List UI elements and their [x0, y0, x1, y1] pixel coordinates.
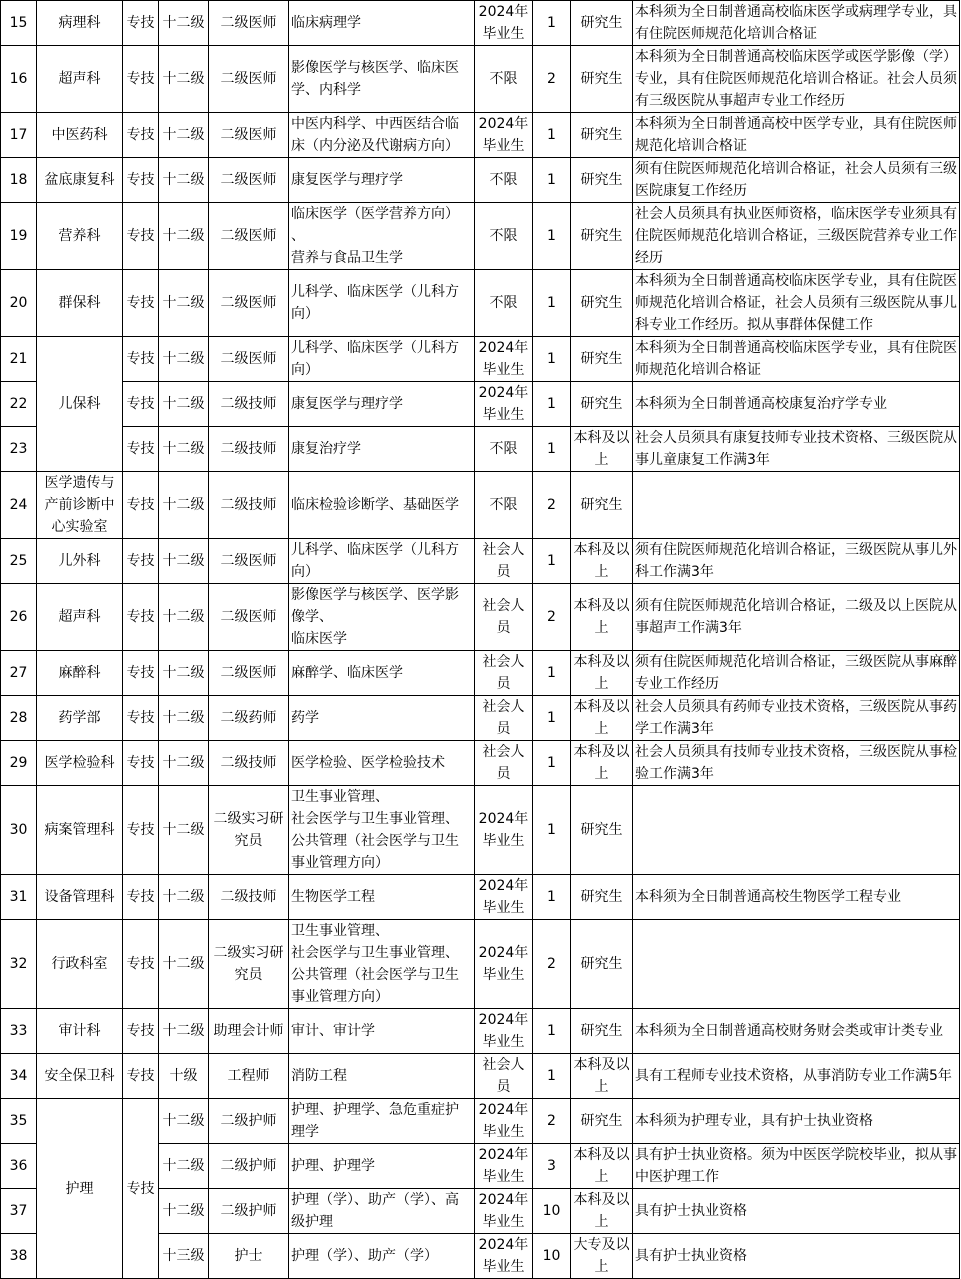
- cell-post: 护士: [209, 1234, 289, 1279]
- cell-dept: 审计科: [37, 1009, 123, 1054]
- cell-major: 卫生事业管理、 社会医学与卫生事业管理、 公共管理（社会医学与卫生事业管理方向）: [289, 920, 475, 1009]
- cell-no: 33: [1, 1009, 37, 1054]
- cell-post: 助理会计师: [209, 1009, 289, 1054]
- cell-level: 十三级: [159, 1234, 209, 1279]
- cell-type: 专技: [123, 46, 159, 113]
- cell-type: 专技: [123, 875, 159, 920]
- cell-req: 本科须为护理专业，具有护士执业资格: [633, 1099, 960, 1144]
- cell-edu: 本科及以上: [571, 696, 633, 741]
- cell-req: 社会人员须具有执业医师资格，临床医学专业须具有住院医师规范化培训合格证，三级医院营养专业工作经历: [633, 203, 960, 270]
- cell-req: 须有住院医师规范化培训合格证，二级及以上医院从事超声工作满3年: [633, 584, 960, 651]
- cell-no: 15: [1, 1, 37, 46]
- cell-no: 18: [1, 158, 37, 203]
- table-row: [1, 786, 960, 875]
- cell-dept: 盆底康复科: [37, 158, 123, 203]
- cell-dept: 超声科: [37, 584, 123, 651]
- cell-post: 工程师: [209, 1054, 289, 1099]
- cell-post: 二级医师: [209, 270, 289, 337]
- cell-major: 护理（学）、助产（学）: [289, 1234, 475, 1279]
- cell-count: 1: [533, 427, 571, 472]
- cell-edu: 本科及以上: [571, 651, 633, 696]
- cell-edu: 研究生: [571, 203, 633, 270]
- cell-no: 37: [1, 1189, 37, 1234]
- cell-post: 二级技师: [209, 472, 289, 539]
- cell-major: 护理、护理学、急危重症护理学: [289, 1099, 475, 1144]
- cell-no: 31: [1, 875, 37, 920]
- table-row: [1, 113, 960, 158]
- cell-major: 医学检验、医学检验技术: [289, 741, 475, 786]
- cell-major: 影像医学与核医学、临床医学、内科学: [289, 46, 475, 113]
- cell-level: 十二级: [159, 1099, 209, 1144]
- cell-scope: 社会人员: [475, 741, 533, 786]
- cell-dept: 中医药科: [37, 113, 123, 158]
- cell-req: 须有住院医师规范化培训合格证，三级医院从事麻醉专业工作经历: [633, 651, 960, 696]
- cell-major: 临床检验诊断学、基础医学: [289, 472, 475, 539]
- cell-dept: 儿外科: [37, 539, 123, 584]
- cell-dept: 安全保卫科: [37, 1054, 123, 1099]
- cell-edu: 研究生: [571, 875, 633, 920]
- cell-dept: 营养科: [37, 203, 123, 270]
- cell-scope: 社会人员: [475, 1054, 533, 1099]
- cell-level: 十二级: [159, 584, 209, 651]
- cell-count: 3: [533, 1144, 571, 1189]
- cell-scope: 不限: [475, 203, 533, 270]
- cell-no: 17: [1, 113, 37, 158]
- cell-scope: 社会人员: [475, 696, 533, 741]
- cell-req: [633, 472, 960, 539]
- cell-req: 本科须为全日制普通高校康复治疗学专业: [633, 382, 960, 427]
- cell-scope: 不限: [475, 270, 533, 337]
- cell-type: 专技: [123, 1, 159, 46]
- table-row: [1, 584, 960, 651]
- table-row: [1, 539, 960, 584]
- cell-edu: 本科及以上: [571, 1054, 633, 1099]
- cell-no: 32: [1, 920, 37, 1009]
- cell-count: 2: [533, 1099, 571, 1144]
- cell-req: 须有住院医师规范化培训合格证，三级医院从事儿外科工作满3年: [633, 539, 960, 584]
- cell-count: 1: [533, 696, 571, 741]
- cell-level: 十二级: [159, 741, 209, 786]
- cell-scope: 2024年毕业生: [475, 1009, 533, 1054]
- table-row: [1, 696, 960, 741]
- cell-count: 1: [533, 270, 571, 337]
- table-row: [1, 427, 960, 472]
- cell-no: 23: [1, 427, 37, 472]
- cell-level: 十二级: [159, 472, 209, 539]
- cell-scope: 2024年毕业生: [475, 337, 533, 382]
- table-row: [1, 46, 960, 113]
- table-row: [1, 203, 960, 270]
- table-row: [1, 1009, 960, 1054]
- cell-level: 十二级: [159, 203, 209, 270]
- cell-post: 二级药师: [209, 696, 289, 741]
- table-row: [1, 158, 960, 203]
- cell-count: 10: [533, 1189, 571, 1234]
- cell-level: 十二级: [159, 46, 209, 113]
- cell-major: 麻醉学、临床医学: [289, 651, 475, 696]
- cell-count: 1: [533, 1009, 571, 1054]
- cell-edu: 研究生: [571, 786, 633, 875]
- cell-type: 专技: [123, 539, 159, 584]
- cell-req: [633, 920, 960, 1009]
- cell-level: 十二级: [159, 539, 209, 584]
- cell-type: 专技: [123, 651, 159, 696]
- cell-count: 1: [533, 875, 571, 920]
- cell-type: 专技: [123, 270, 159, 337]
- cell-scope: 不限: [475, 46, 533, 113]
- cell-level: 十二级: [159, 1009, 209, 1054]
- cell-type: 专技: [123, 158, 159, 203]
- cell-type: 专技: [123, 1054, 159, 1099]
- table-row: [1, 1054, 960, 1099]
- cell-type: 专技: [123, 920, 159, 1009]
- cell-edu: 大专及以上: [571, 1234, 633, 1279]
- cell-count: 1: [533, 651, 571, 696]
- cell-scope: 不限: [475, 158, 533, 203]
- cell-level: 十二级: [159, 427, 209, 472]
- cell-post: 二级技师: [209, 427, 289, 472]
- cell-scope: 不限: [475, 472, 533, 539]
- table-row: [1, 1, 960, 46]
- cell-req: [633, 786, 960, 875]
- cell-post: 二级医师: [209, 539, 289, 584]
- cell-type: 专技: [123, 427, 159, 472]
- cell-req: 本科须为全日制普通高校生物医学工程专业: [633, 875, 960, 920]
- cell-count: 1: [533, 786, 571, 875]
- cell-no: 29: [1, 741, 37, 786]
- cell-type: 专技: [123, 696, 159, 741]
- table-row: [1, 741, 960, 786]
- cell-scope: 社会人员: [475, 584, 533, 651]
- table-row: [1, 920, 960, 1009]
- cell-no: 27: [1, 651, 37, 696]
- cell-scope: 2024年毕业生: [475, 786, 533, 875]
- cell-edu: 本科及以上: [571, 741, 633, 786]
- table-row: [1, 337, 960, 382]
- cell-no: 26: [1, 584, 37, 651]
- table-row: [1, 1099, 960, 1144]
- cell-req: 社会人员须具有技师专业技术资格，三级医院从事检验工作满3年: [633, 741, 960, 786]
- cell-dept: 病案管理科: [37, 786, 123, 875]
- cell-type: 专技: [123, 113, 159, 158]
- cell-dept: 医学遗传与产前诊断中心实验室: [37, 472, 123, 539]
- cell-level: 十二级: [159, 651, 209, 696]
- cell-major: 儿科学、临床医学（儿科方向）: [289, 539, 475, 584]
- cell-edu: 研究生: [571, 472, 633, 539]
- cell-edu: 本科及以上: [571, 427, 633, 472]
- cell-req: 本科须为全日制普通高校临床医学专业，具有住院医师规范化培训合格证，社会人员须有三级医院从事儿科专业工作经历。拟从事群体保健工作: [633, 270, 960, 337]
- cell-major: 康复治疗学: [289, 427, 475, 472]
- cell-post: 二级实习研究员: [209, 920, 289, 1009]
- cell-type: 专技: [123, 786, 159, 875]
- cell-post: 二级医师: [209, 1, 289, 46]
- cell-req: 本科须为全日制普通高校临床医学或医学影像（学）专业，具有住院医师规范化培训合格证。社会人员须有三级医院从事超声专业工作经历: [633, 46, 960, 113]
- cell-type: 专技: [123, 1009, 159, 1054]
- cell-count: 1: [533, 382, 571, 427]
- cell-dept: 护理: [37, 1099, 123, 1279]
- cell-major: 临床医学（医学营养方向） 、 营养与食品卫生学: [289, 203, 475, 270]
- cell-edu: 研究生: [571, 920, 633, 1009]
- cell-level: 十二级: [159, 382, 209, 427]
- cell-count: 1: [533, 1, 571, 46]
- cell-post: 二级技师: [209, 741, 289, 786]
- cell-type: 专技: [123, 584, 159, 651]
- cell-dept: 麻醉科: [37, 651, 123, 696]
- cell-edu: 研究生: [571, 1, 633, 46]
- cell-post: 二级医师: [209, 158, 289, 203]
- cell-req: 本科须为全日制普通高校中医学专业，具有住院医师规范化培训合格证: [633, 113, 960, 158]
- cell-major: 中医内科学、中西医结合临床（内分泌及代谢病方向）: [289, 113, 475, 158]
- cell-major: 卫生事业管理、 社会医学与卫生事业管理、 公共管理（社会医学与卫生事业管理方向）: [289, 786, 475, 875]
- cell-post: 二级护师: [209, 1099, 289, 1144]
- cell-major: 康复医学与理疗学: [289, 382, 475, 427]
- cell-no: 28: [1, 696, 37, 741]
- cell-dept: 设备管理科: [37, 875, 123, 920]
- cell-edu: 本科及以上: [571, 584, 633, 651]
- cell-no: 20: [1, 270, 37, 337]
- cell-no: 36: [1, 1144, 37, 1189]
- cell-no: 30: [1, 786, 37, 875]
- cell-edu: 研究生: [571, 270, 633, 337]
- cell-scope: 2024年毕业生: [475, 1099, 533, 1144]
- cell-major: 审计、审计学: [289, 1009, 475, 1054]
- cell-req: 须有住院医师规范化培训合格证，社会人员须有三级医院康复工作经历: [633, 158, 960, 203]
- cell-no: 34: [1, 1054, 37, 1099]
- cell-edu: 研究生: [571, 337, 633, 382]
- cell-level: 十二级: [159, 113, 209, 158]
- cell-count: 1: [533, 113, 571, 158]
- cell-edu: 研究生: [571, 113, 633, 158]
- cell-major: 临床病理学: [289, 1, 475, 46]
- cell-scope: 2024年毕业生: [475, 1189, 533, 1234]
- cell-count: 2: [533, 584, 571, 651]
- cell-edu: 本科及以上: [571, 1189, 633, 1234]
- cell-count: 1: [533, 539, 571, 584]
- cell-level: 十二级: [159, 1, 209, 46]
- cell-no: 25: [1, 539, 37, 584]
- cell-post: 二级技师: [209, 382, 289, 427]
- cell-scope: 社会人员: [475, 651, 533, 696]
- cell-req: 具有护士执业资格。须为中医医学院校毕业，拟从事中医护理工作: [633, 1144, 960, 1189]
- cell-no: 22: [1, 382, 37, 427]
- cell-major: 生物医学工程: [289, 875, 475, 920]
- cell-edu: 研究生: [571, 382, 633, 427]
- cell-dept: 药学部: [37, 696, 123, 741]
- cell-post: 二级医师: [209, 203, 289, 270]
- cell-dept: 超声科: [37, 46, 123, 113]
- cell-scope: 2024年毕业生: [475, 113, 533, 158]
- cell-dept: 儿保科: [37, 337, 123, 472]
- cell-edu: 本科及以上: [571, 1144, 633, 1189]
- cell-dept: 病理科: [37, 1, 123, 46]
- cell-level: 十二级: [159, 158, 209, 203]
- cell-dept: 行政科室: [37, 920, 123, 1009]
- cell-major: 儿科学、临床医学（儿科方向）: [289, 270, 475, 337]
- cell-level: 十二级: [159, 786, 209, 875]
- cell-dept: 群保科: [37, 270, 123, 337]
- cell-post: 二级医师: [209, 113, 289, 158]
- table-row: [1, 270, 960, 337]
- table-row: [1, 651, 960, 696]
- cell-major: 康复医学与理疗学: [289, 158, 475, 203]
- cell-post: 二级医师: [209, 584, 289, 651]
- cell-scope: 2024年毕业生: [475, 1144, 533, 1189]
- cell-type: 专技: [123, 472, 159, 539]
- cell-major: 影像医学与核医学、医学影像学、 临床医学: [289, 584, 475, 651]
- cell-major: 护理、护理学: [289, 1144, 475, 1189]
- cell-scope: 2024年毕业生: [475, 1, 533, 46]
- cell-edu: 本科及以上: [571, 539, 633, 584]
- cell-req: 具有护士执业资格: [633, 1234, 960, 1279]
- cell-type: 专技: [123, 1099, 159, 1279]
- cell-count: 1: [533, 337, 571, 382]
- cell-count: 2: [533, 920, 571, 1009]
- cell-major: 护理（学）、助产（学）、高级护理: [289, 1189, 475, 1234]
- cell-no: 35: [1, 1099, 37, 1144]
- cell-count: 2: [533, 472, 571, 539]
- cell-level: 十二级: [159, 920, 209, 1009]
- cell-no: 16: [1, 46, 37, 113]
- cell-req: 社会人员须具有康复技师专业技术资格、三级医院从事儿童康复工作满3年: [633, 427, 960, 472]
- cell-level: 十级: [159, 1054, 209, 1099]
- cell-level: 十二级: [159, 1189, 209, 1234]
- cell-req: 具有护士执业资格: [633, 1189, 960, 1234]
- cell-type: 专技: [123, 382, 159, 427]
- cell-major: 儿科学、临床医学（儿科方向）: [289, 337, 475, 382]
- cell-count: 10: [533, 1234, 571, 1279]
- cell-no: 38: [1, 1234, 37, 1279]
- cell-no: 21: [1, 337, 37, 382]
- cell-count: 2: [533, 46, 571, 113]
- cell-type: 专技: [123, 741, 159, 786]
- cell-post: 二级护师: [209, 1144, 289, 1189]
- cell-scope: 2024年毕业生: [475, 382, 533, 427]
- cell-req: 本科须为全日制普通高校财务财会类或审计类专业: [633, 1009, 960, 1054]
- cell-count: 1: [533, 741, 571, 786]
- cell-scope: 2024年毕业生: [475, 875, 533, 920]
- cell-level: 十二级: [159, 337, 209, 382]
- cell-count: 1: [533, 158, 571, 203]
- cell-req: 社会人员须具有药师专业技术资格，三级医院从事药学工作满3年: [633, 696, 960, 741]
- cell-no: 24: [1, 472, 37, 539]
- cell-edu: 研究生: [571, 1099, 633, 1144]
- cell-post: 二级医师: [209, 651, 289, 696]
- cell-level: 十二级: [159, 1144, 209, 1189]
- cell-post: 二级医师: [209, 337, 289, 382]
- table-row: [1, 472, 960, 539]
- cell-count: 1: [533, 1054, 571, 1099]
- cell-dept: 医学检验科: [37, 741, 123, 786]
- cell-req: 具有工程师专业技术资格，从事消防专业工作满5年: [633, 1054, 960, 1099]
- cell-type: 专技: [123, 203, 159, 270]
- cell-scope: 不限: [475, 427, 533, 472]
- cell-count: 1: [533, 203, 571, 270]
- cell-edu: 研究生: [571, 158, 633, 203]
- cell-edu: 研究生: [571, 1009, 633, 1054]
- cell-req: 本科须为全日制普通高校临床医学专业，具有住院医师规范化培训合格证: [633, 337, 960, 382]
- table-row: [1, 382, 960, 427]
- cell-level: 十二级: [159, 270, 209, 337]
- cell-type: 专技: [123, 337, 159, 382]
- cell-scope: 2024年毕业生: [475, 1234, 533, 1279]
- cell-post: 二级技师: [209, 875, 289, 920]
- cell-req: 本科须为全日制普通高校临床医学或病理学专业，具有住院医师规范化培训合格证: [633, 1, 960, 46]
- cell-major: 药学: [289, 696, 475, 741]
- cell-post: 二级实习研究员: [209, 786, 289, 875]
- cell-post: 二级护师: [209, 1189, 289, 1234]
- cell-major: 消防工程: [289, 1054, 475, 1099]
- cell-edu: 研究生: [571, 46, 633, 113]
- cell-level: 十二级: [159, 696, 209, 741]
- table-row: [1, 875, 960, 920]
- cell-scope: 2024年毕业生: [475, 920, 533, 1009]
- cell-level: 十二级: [159, 875, 209, 920]
- cell-scope: 社会人员: [475, 539, 533, 584]
- cell-post: 二级医师: [209, 46, 289, 113]
- cell-no: 19: [1, 203, 37, 270]
